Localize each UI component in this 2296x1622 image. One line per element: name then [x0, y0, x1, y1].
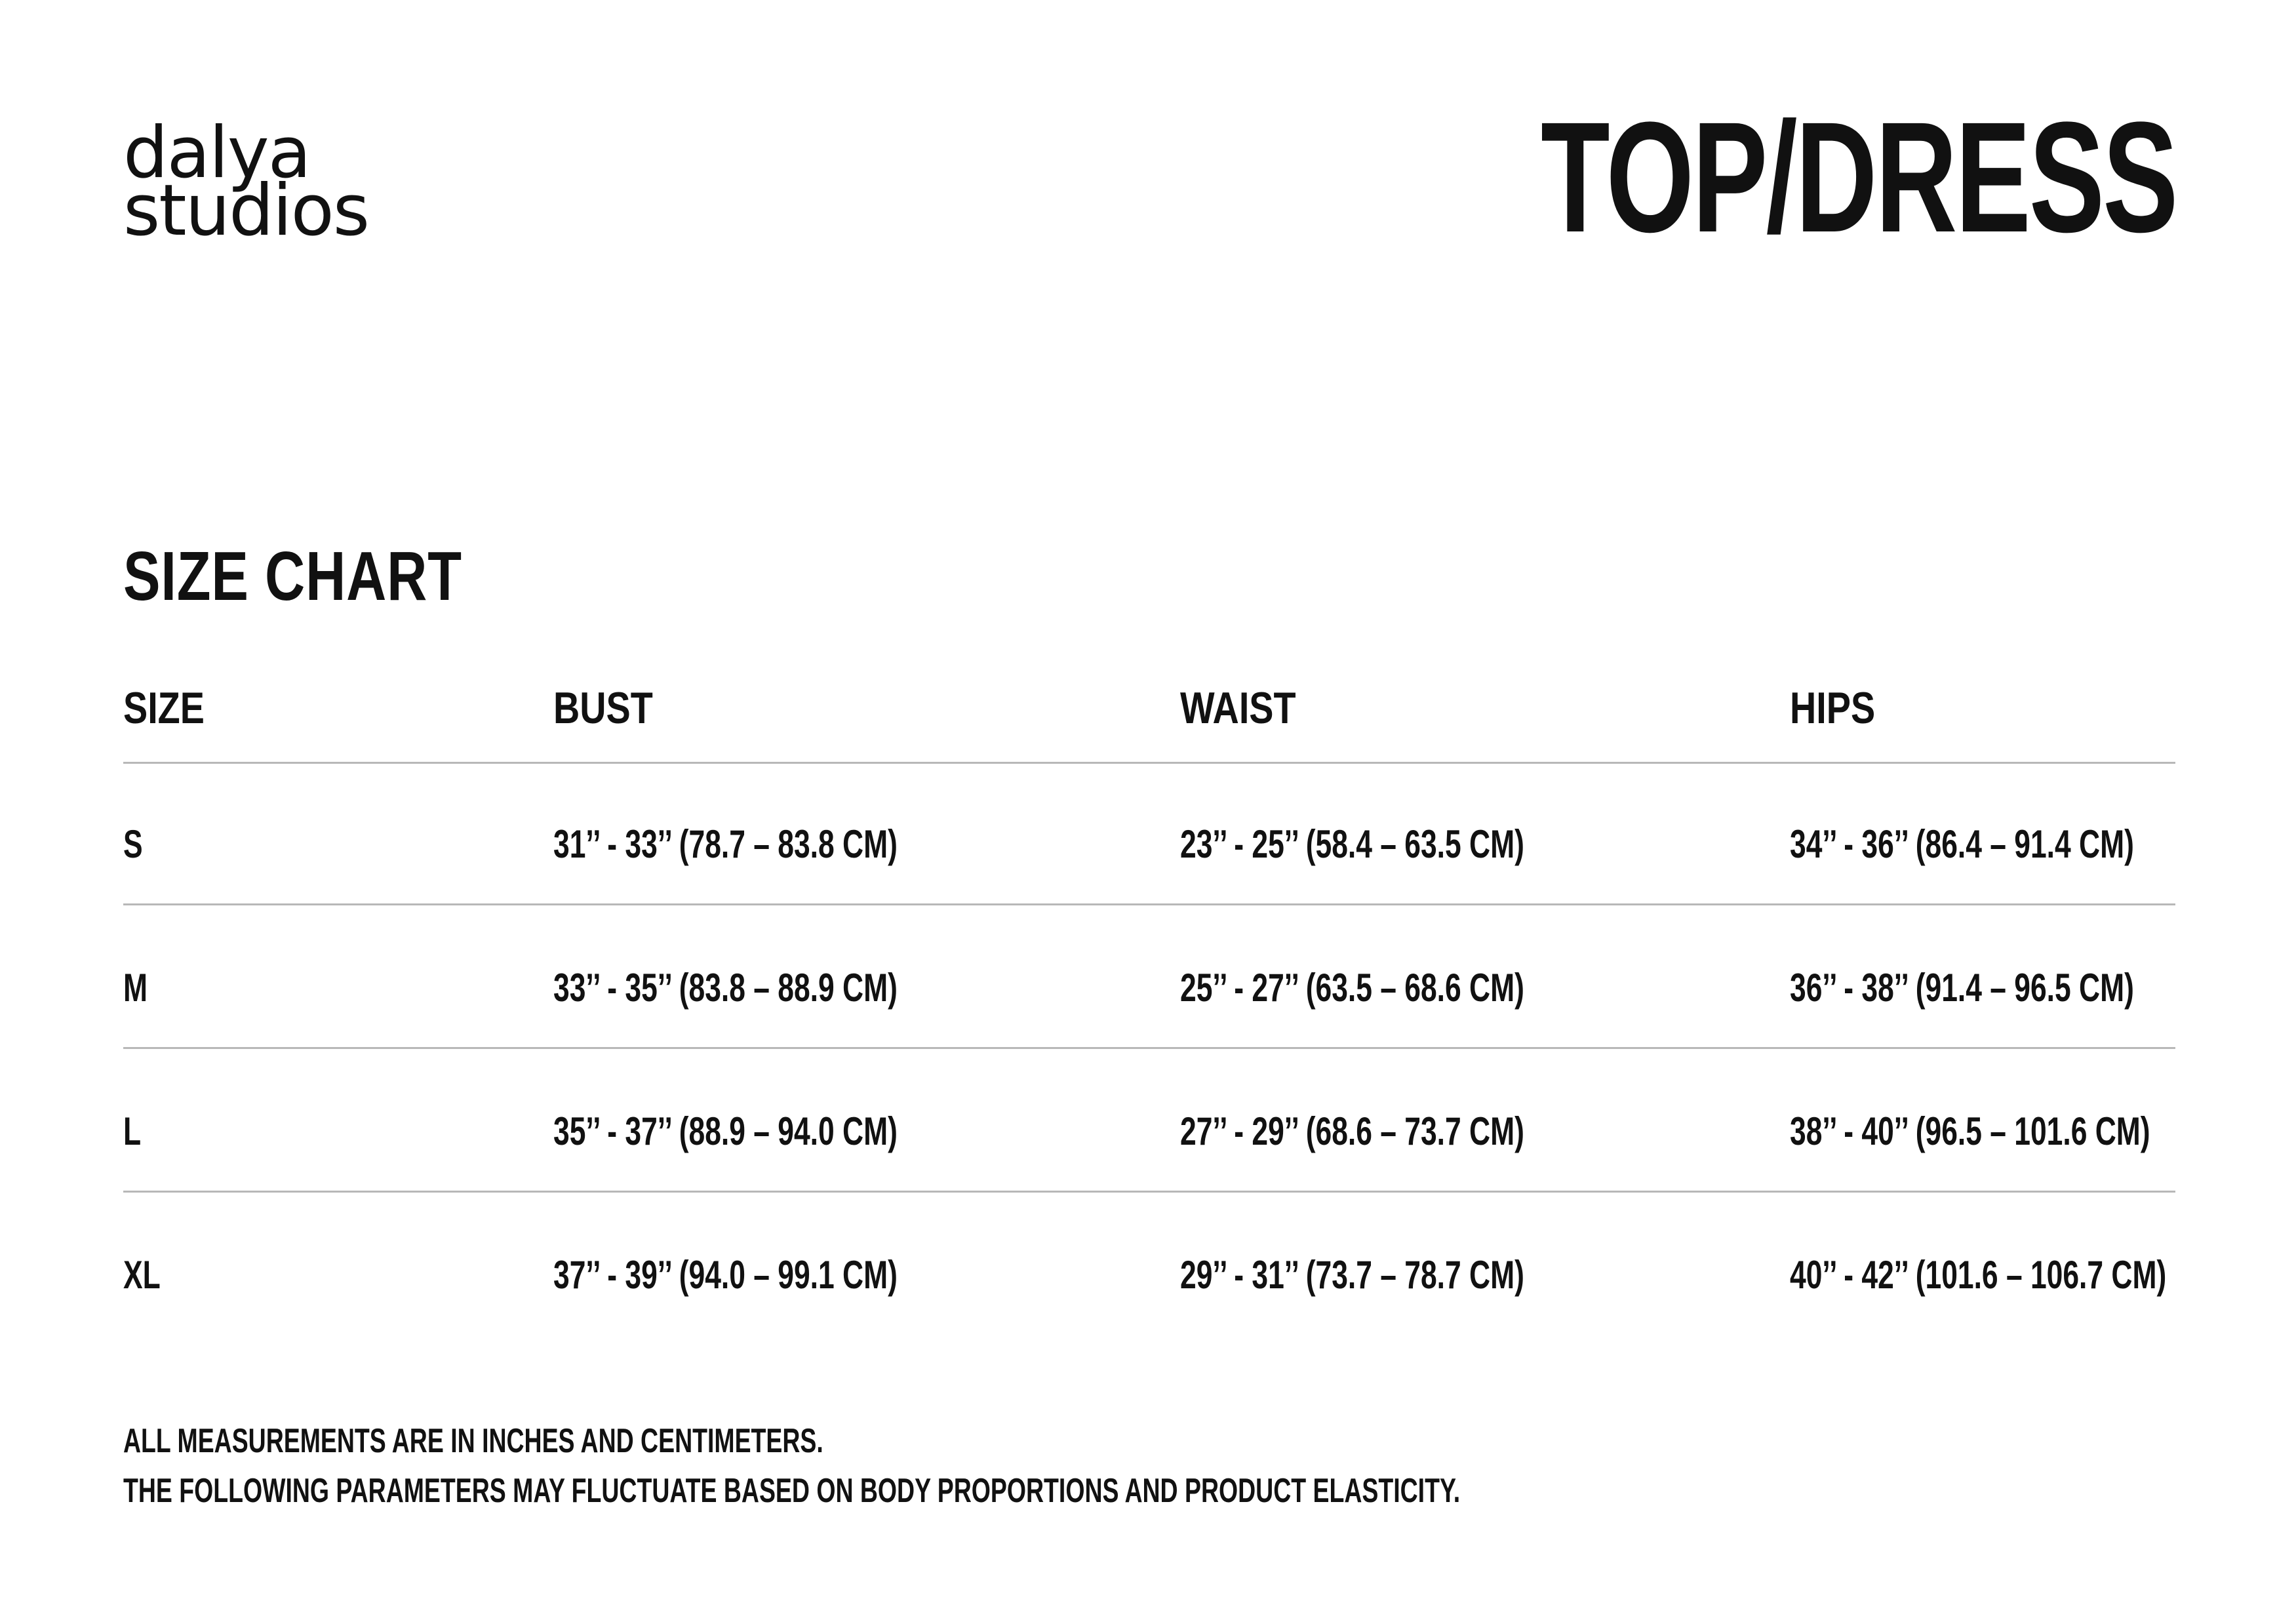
header-waist: WAIST	[1180, 683, 1296, 733]
header-hips: HIPS	[1790, 683, 1876, 733]
hips-cell: 38’’ - 40’’ (96.5 – 101.6 CM)	[1790, 1109, 2150, 1153]
bust-cell: 31’’ - 33’’ (78.7 – 83.8 CM)	[553, 822, 898, 866]
waist-cell: 29’’ - 31’’ (73.7 – 78.7 CM)	[1180, 1253, 1524, 1297]
footnotes	[123, 1416, 1980, 1516]
brand-logo-line1: dalya	[123, 112, 310, 194]
size-cell: L	[123, 1109, 142, 1153]
waist-cell: 23’’ - 25’’ (58.4 – 63.5 CM)	[1180, 822, 1524, 866]
hips-cell: 34’’ - 36’’ (86.4 – 91.4 CM)	[1790, 822, 2134, 866]
brand-logo	[123, 112, 386, 252]
table-header-row	[123, 662, 2175, 762]
footnote-disclaimer: THE FOLLOWING PARAMETERS MAY FLUCTUATE BASED ON BODY PROPORTIONS AND PRODUCT ELASTICITY.	[123, 1472, 1461, 1510]
footnote-units: ALL MEASUREMENTS ARE IN INCHES AND CENTIMETERS.	[123, 1422, 823, 1460]
hips-cell: 36’’ - 38’’ (91.4 – 96.5 CM)	[1790, 966, 2134, 1010]
header-bust: BUST	[553, 683, 653, 733]
waist-cell: 27’’ - 29’’ (68.6 – 73.7 CM)	[1180, 1109, 1524, 1153]
section-title: SIZE CHART	[123, 538, 462, 615]
bust-cell: 35’’ - 37’’ (88.9 – 94.0 CM)	[553, 1109, 898, 1153]
table-row	[123, 1049, 2175, 1193]
bust-cell: 37’’ - 39’’ (94.0 – 99.1 CM)	[553, 1253, 898, 1297]
page-title: TOP/DRESS	[1541, 89, 2177, 265]
size-cell: S	[123, 822, 143, 866]
hips-cell: 40’’ - 42’’ (101.6 – 106.7 CM)	[1790, 1253, 2167, 1297]
waist-cell: 25’’ - 27’’ (63.5 – 68.6 CM)	[1180, 966, 1524, 1010]
brand-logo-line2: studios	[123, 170, 368, 252]
bust-cell: 33’’ - 35’’ (83.8 – 88.9 CM)	[553, 966, 898, 1010]
table-row	[123, 762, 2175, 905]
size-table	[123, 662, 2175, 1336]
size-cell: XL	[123, 1253, 161, 1297]
table-row	[123, 905, 2175, 1049]
table-row	[123, 1193, 2175, 1336]
size-cell: M	[123, 966, 148, 1010]
header-size: SIZE	[123, 683, 205, 733]
